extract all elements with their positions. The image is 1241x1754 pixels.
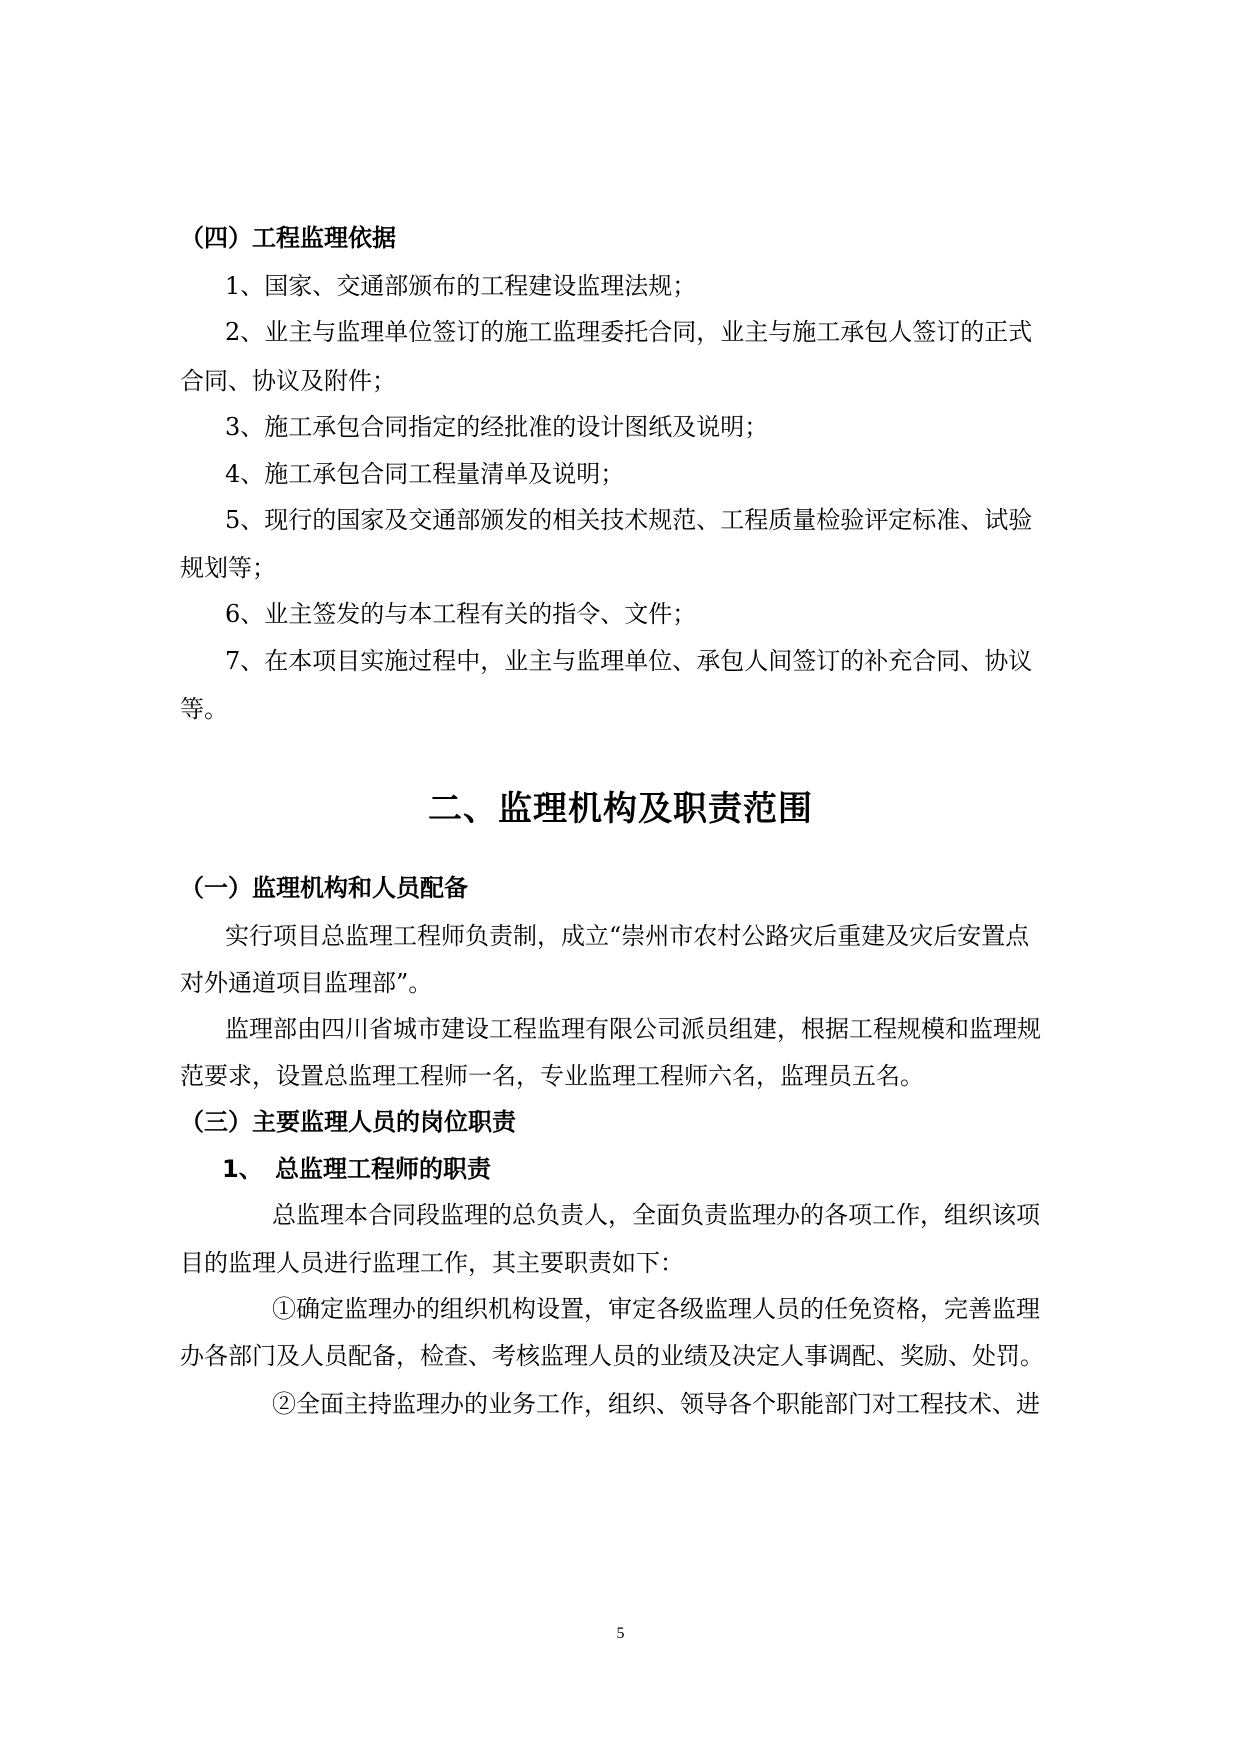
basis-item-1: 1、国家、交通部颁布的工程建设监理法规；	[225, 272, 697, 300]
basis-item-6: 6、业主签发的与本工程有关的指令、文件；	[225, 600, 697, 628]
page-number: 5	[616, 1625, 625, 1642]
chief-duty-line-4: 办各部门及人员配备，检查、考核监理人员的业绩及决定人事调配、奖励、处罚。	[180, 1342, 1044, 1370]
chapter-title: 二、监理机构及职责范围	[428, 789, 813, 829]
basis-item-7-cont: 等。	[180, 695, 228, 723]
organization-line-2: 对外通道项目监理部”。	[180, 969, 433, 997]
basis-item-7: 7、在本项目实施过程中，业主与监理单位、承包人间签订的补充合同、协议	[225, 647, 1033, 675]
basis-item-2-cont: 合同、协议及附件；	[180, 367, 396, 395]
organization-line-1: 实行项目总监理工程师负责制，成立“崇州市农村公路灾后重建及灾后安置点	[225, 922, 1030, 950]
chief-duty-line-5: ②全面主持监理办的业务工作，组织、领导各个职能部门对工程技术、进	[272, 1390, 1040, 1418]
subsection-title-chief-engineer: 总监理工程师的职责	[275, 1155, 491, 1183]
basis-item-4: 4、施工承包合同工程量清单及说明；	[225, 460, 625, 488]
basis-item-5: 5、现行的国家及交通部颁发的相关技术规范、工程质量检验评定标准、试验	[225, 506, 1033, 534]
organization-line-4: 范要求，设置总监理工程师一名，专业监理工程师六名，监理员五名。	[180, 1062, 924, 1090]
section-heading-duties: （三）主要监理人员的岗位职责	[180, 1108, 516, 1136]
chief-duty-line-1: 总监理本合同段监理的总负责人，全面负责监理办的各项工作，组织该项	[272, 1201, 1040, 1229]
basis-item-2: 2、业主与监理单位签订的施工监理委托合同，业主与施工承包人签订的正式	[225, 318, 1033, 346]
chief-duty-line-3: ①确定监理办的组织机构设置，审定各级监理人员的任免资格，完善监理	[272, 1295, 1040, 1323]
section-heading-organization: （一）监理机构和人员配备	[180, 874, 468, 902]
basis-item-3: 3、施工承包合同指定的经批准的设计图纸及说明；	[225, 413, 769, 441]
basis-item-5-cont: 规划等；	[180, 554, 276, 582]
organization-line-3: 监理部由四川省城市建设工程监理有限公司派员组建，根据工程规模和监理规	[225, 1015, 1041, 1043]
subsection-number: 1、	[222, 1155, 263, 1183]
chief-duty-line-2: 目的监理人员进行监理工作，其主要职责如下：	[180, 1249, 684, 1277]
section-heading-basis: （四）工程监理依据	[180, 224, 396, 252]
